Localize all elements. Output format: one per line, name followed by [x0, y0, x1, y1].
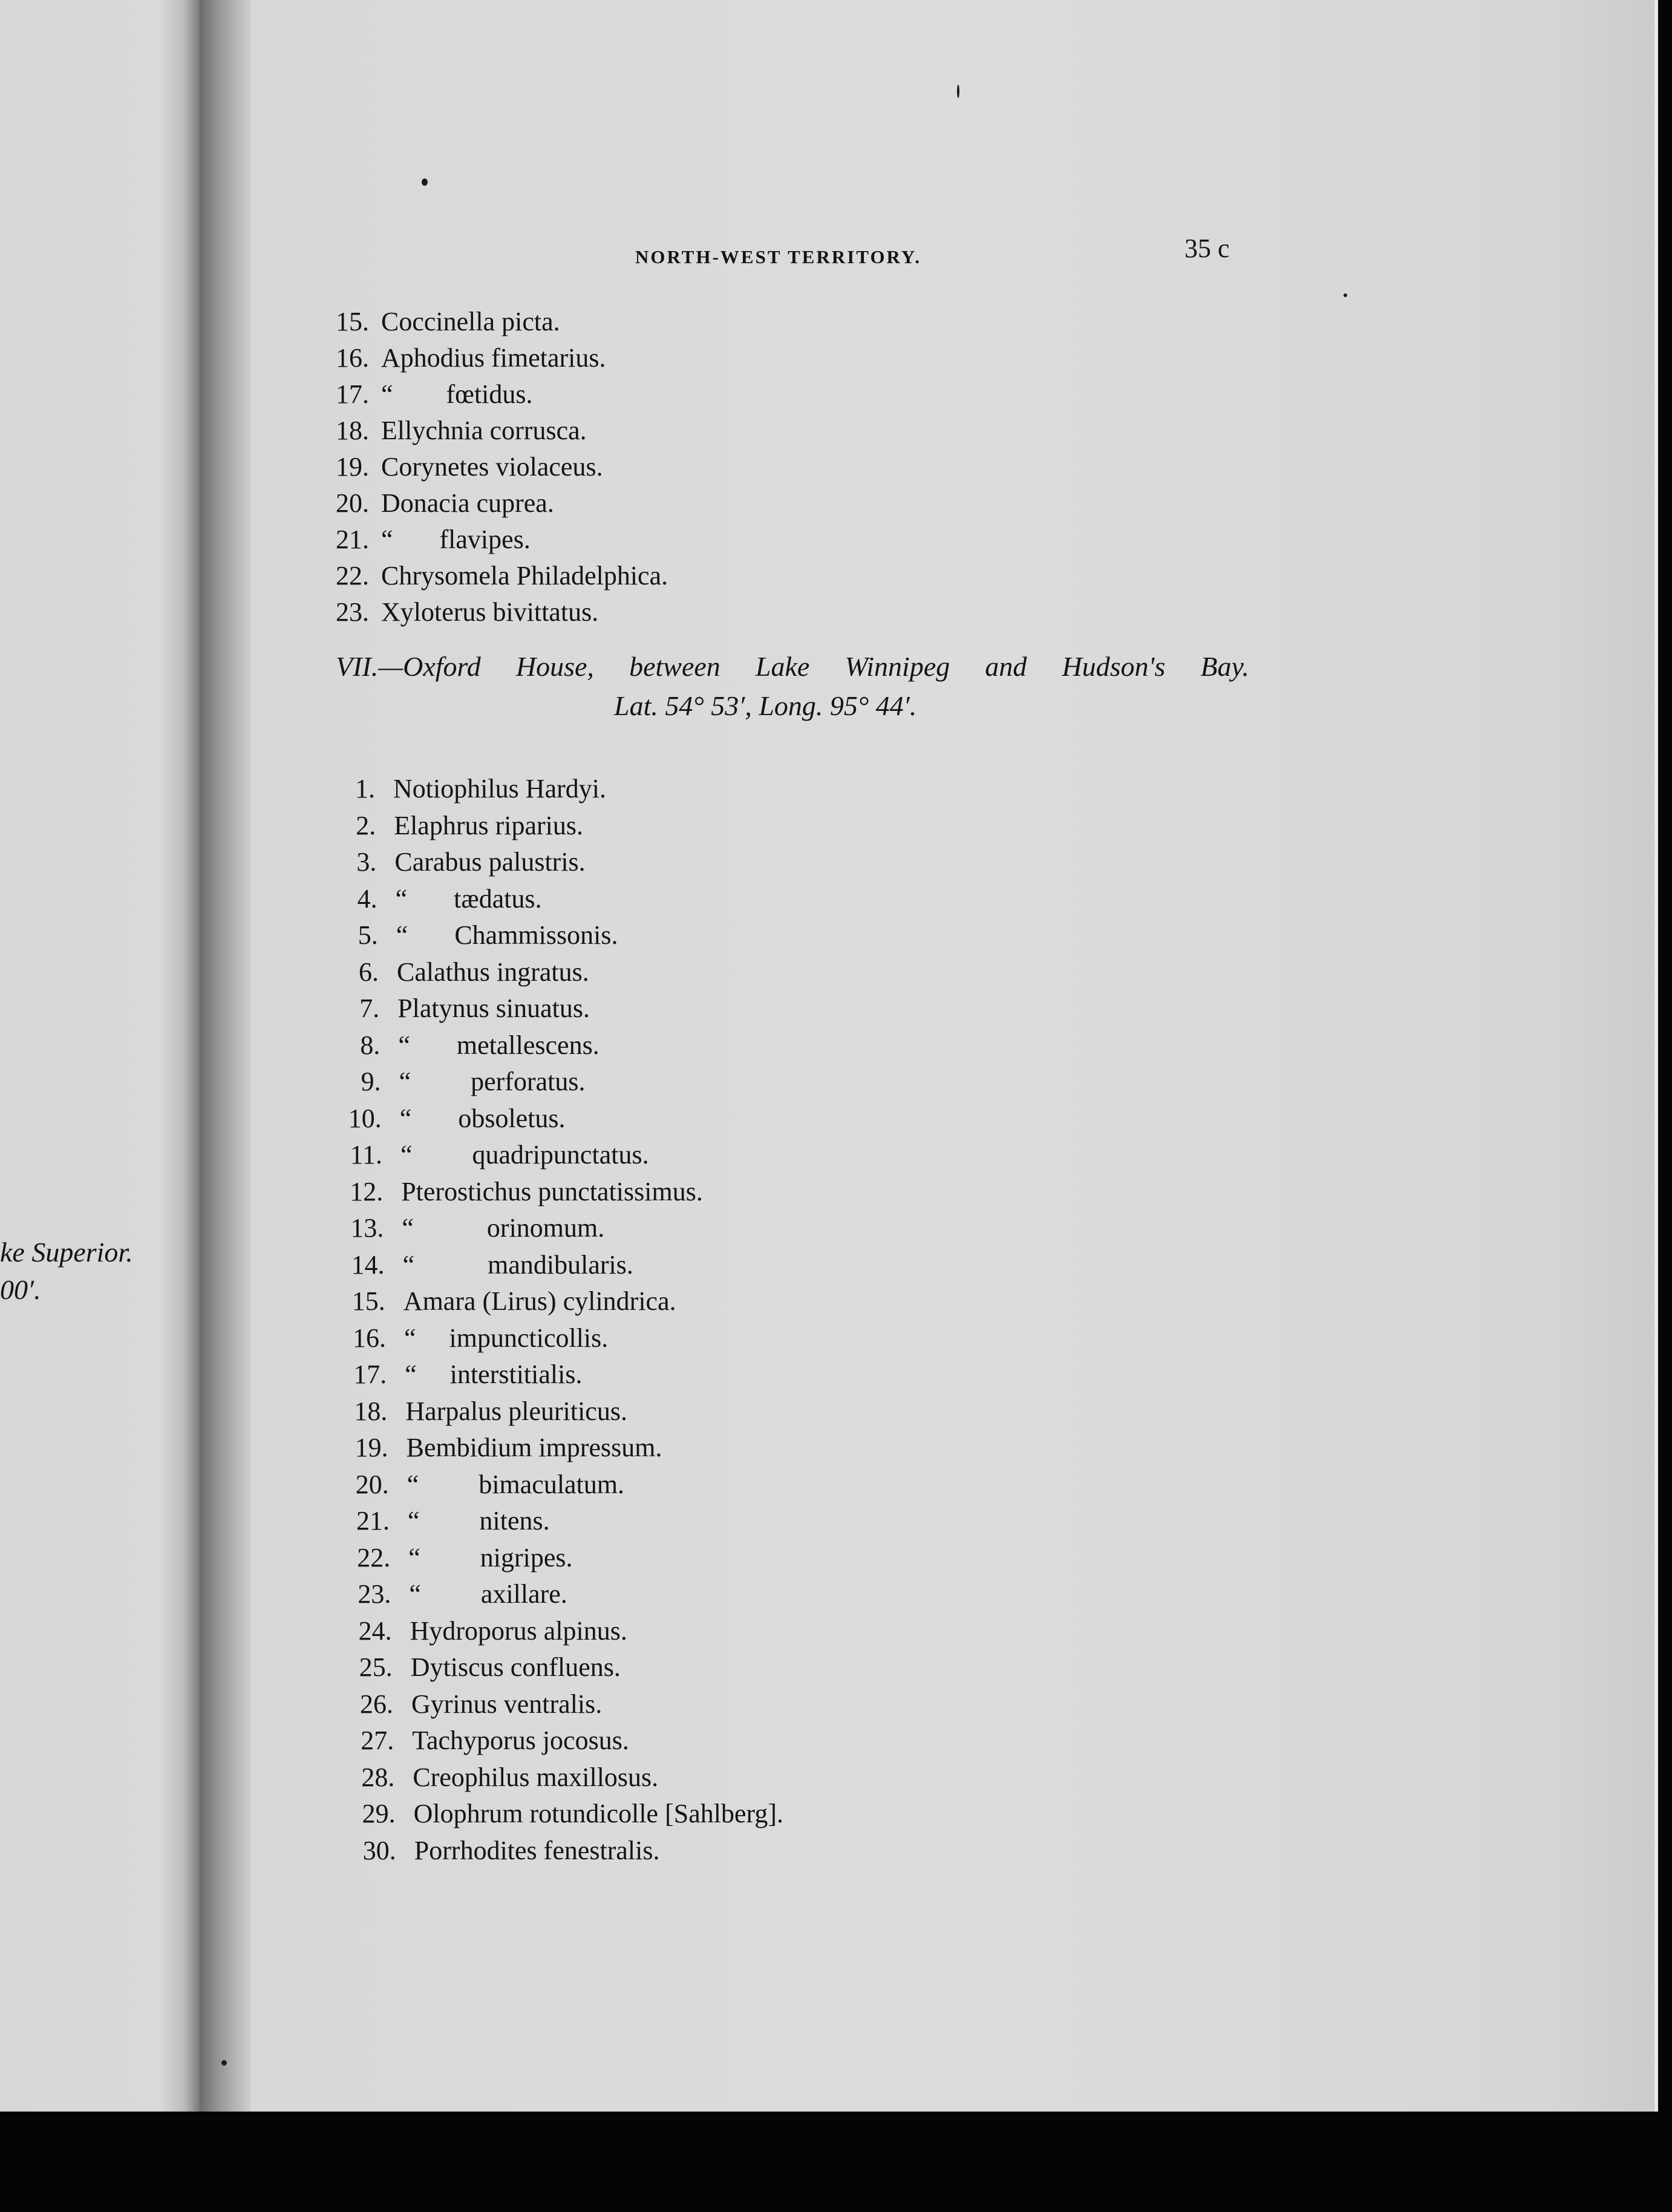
list-item-species-name: Porrhodites fenestralis.: [414, 1835, 660, 1865]
section-coordinates: Lat. 54° 53′, Long. 95° 44′.: [614, 690, 917, 721]
list-item-species-name: Platynus sinuatus.: [397, 993, 590, 1023]
section-heading: VII.—Oxford House, between Lake Winnipeg and Hudson's Bay.: [336, 651, 1249, 682]
list-item-number: 1.: [355, 774, 375, 803]
scan-speck: [422, 178, 428, 186]
list-item-species-name: “ mandibularis.: [402, 1249, 633, 1280]
list-item-number: 28.: [361, 1762, 395, 1792]
list-item-number: 25.: [359, 1652, 393, 1682]
list-item-number: 24.: [358, 1615, 392, 1646]
list-item-number: 13.: [350, 1213, 384, 1243]
list-item-species-name: Creophilus maxillosus.: [413, 1762, 659, 1792]
scan-background: [0, 2112, 1672, 2212]
list-item-species-name: Coccinella picta.: [381, 307, 560, 336]
list-item-number: 18.: [354, 1396, 388, 1426]
list-item-species-name: Tachyporus jocosus.: [412, 1726, 629, 1755]
page-number: 35 c: [1184, 234, 1230, 263]
list-item-species-name: “ obsoletus.: [399, 1103, 566, 1133]
list-item-number: 20.: [336, 488, 369, 518]
list-item-species-name: Gyrinus ventralis.: [411, 1689, 603, 1719]
list-item-species-name: “ quadripunctatus.: [400, 1140, 649, 1170]
list-item-species-name: Ellychnia corrusca.: [381, 416, 587, 445]
list-item-species-name: Corynetes violaceus.: [381, 452, 603, 482]
list-item-number: 20.: [355, 1469, 389, 1499]
list-item-number: 5.: [358, 920, 378, 950]
list-item-number: 15.: [336, 307, 369, 336]
list-item-species-name: Amara (Lirus) cylindrica.: [403, 1286, 676, 1316]
list-item-number: 6.: [359, 957, 379, 987]
list-item-species-name: “ perforatus.: [399, 1067, 586, 1096]
list-item-species-name: Bembidium impressum.: [406, 1433, 662, 1462]
list-item-number: 18.: [336, 416, 369, 445]
list-item-number: 16.: [336, 343, 369, 373]
list-item-species-name: Elaphrus riparius.: [394, 810, 583, 840]
list-item-species-name: “ Chammissonis.: [396, 920, 618, 950]
list-item-species-name: “ orinomum.: [402, 1213, 605, 1243]
list-item-number: 17.: [336, 379, 369, 409]
list-item-species-name: Donacia cuprea.: [381, 488, 554, 518]
list-item-species-name: Dytiscus confluens.: [410, 1652, 621, 1682]
list-item-number: 10.: [348, 1103, 382, 1133]
list-item-number: 23.: [358, 1579, 391, 1609]
list-item-number: 17.: [353, 1360, 387, 1389]
list-item-number: 21.: [356, 1506, 390, 1536]
list-item-number: 26.: [360, 1689, 393, 1719]
list-item-number: 16.: [353, 1323, 386, 1353]
list-item-number: 19.: [336, 452, 369, 482]
list-item-number: 30.: [362, 1835, 396, 1865]
list-item-number: 29.: [362, 1799, 396, 1828]
list-item-number: 9.: [361, 1067, 381, 1096]
list-item-species-name: Carabus palustris.: [394, 847, 586, 877]
previous-page: [0, 0, 200, 2212]
list-item-species-name: “ metallescens.: [398, 1030, 599, 1060]
previous-page-text-line-2: 00′.: [0, 1274, 41, 1305]
list-item-species-name: “ impuncticollis.: [404, 1323, 609, 1353]
list-item-number: 22.: [357, 1542, 391, 1572]
list-item-number: 14.: [351, 1249, 385, 1280]
list-item-number: 19.: [354, 1433, 388, 1462]
list-item-species-name: “ fœtidus.: [381, 379, 533, 409]
list-item-number: 7.: [359, 993, 380, 1023]
list-item-number: 2.: [356, 810, 376, 840]
list-item-number: 11.: [350, 1140, 382, 1170]
scan-speck: [1344, 293, 1347, 297]
list-item-number: 21.: [336, 525, 369, 554]
scan-speck: [221, 2060, 227, 2066]
list-item-species-name: “ tædatus.: [395, 883, 542, 914]
list-item-species-name: Pterostichus punctatissimus.: [401, 1176, 703, 1206]
list-item-species-name: “ flavipes.: [381, 525, 531, 554]
scan-speck: [957, 85, 959, 98]
page-edge: [1654, 0, 1658, 2118]
list-item-number: 23.: [336, 597, 369, 627]
list-item-species-name: Olophrum rotundicolle [Sahlberg].: [413, 1799, 783, 1828]
list-item-number: 4.: [357, 883, 377, 914]
list-item-number: 22.: [336, 561, 369, 591]
list-item-species-name: Calathus ingratus.: [397, 957, 589, 987]
list-item-species-name: “ interstitialis.: [405, 1360, 583, 1389]
list-item-number: 8.: [360, 1030, 380, 1060]
list-item-number: 12.: [350, 1176, 384, 1206]
list-item-species-name: Notiophilus Hardyi.: [393, 774, 606, 803]
list-item-number: 27.: [361, 1726, 394, 1755]
running-head: NORTH-WEST TERRITORY.: [635, 246, 922, 267]
list-item-species-name: “ nigripes.: [408, 1542, 573, 1572]
previous-page-text-line-1: ke Superior.: [0, 1237, 133, 1268]
book-gutter: [200, 0, 251, 2212]
list-item-number: 3.: [356, 847, 377, 877]
list-item-number: 15.: [351, 1286, 385, 1316]
list-item-species-name: Aphodius fimetarius.: [381, 343, 606, 373]
list-item-species-name: “ axillare.: [409, 1579, 567, 1609]
list-item-species-name: Xyloterus bivittatus.: [381, 597, 599, 627]
list-item-species-name: “ bimaculatum.: [407, 1469, 625, 1499]
list-item-species-name: Harpalus pleuriticus.: [405, 1396, 627, 1426]
list-item-species-name: Chrysomela Philadelphica.: [381, 561, 668, 591]
list-item-species-name: Hydroporus alpinus.: [410, 1615, 627, 1646]
list-item-species-name: “ nitens.: [408, 1506, 550, 1536]
